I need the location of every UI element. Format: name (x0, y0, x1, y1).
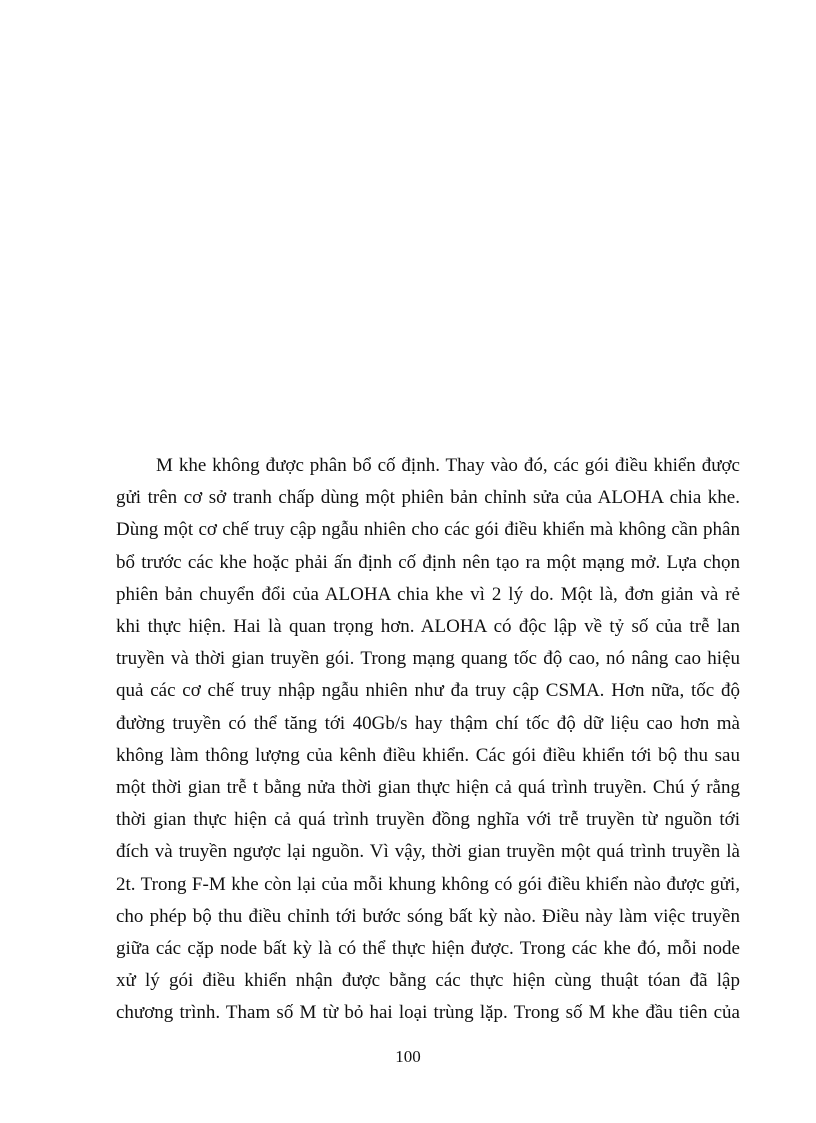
text-line: một thời gian trễ t bằng nửa thời gian thực hiện cả quá trình truyền. Chú ý rằng (116, 777, 740, 799)
text-line: Dùng một cơ chế truy cập ngẫu nhiên cho các gói điều khiển mà không cần phân (116, 519, 740, 541)
text-line: 2t. Trong F-M khe còn lại của mỗi khung không có gói điều khiển nào được gửi, (116, 873, 740, 895)
text-line: không làm thông lượng của kênh điều khiển. Các gói điều khiển tới bộ thu sau (116, 744, 740, 766)
text-line: xử lý gói điều khiển nhận được bằng các thực hiện cùng thuật tóan đã lập (116, 970, 740, 992)
page-number: 100 (395, 1047, 421, 1066)
text-line: cho phép bộ thu điều chỉnh tới bước sóng bất kỳ nào. Điều này làm việc truyền (116, 905, 740, 927)
text-line: đường truyền có thể tăng tới 40Gb/s hay thậm chí tốc độ dữ liệu cao hơn mà (116, 712, 740, 734)
text-line: phiên bản chuyển đổi của ALOHA chia khe vì 2 lý do. Một là, đơn giản và rẻ (116, 583, 740, 605)
text-line: M khe không được phân bổ cố định. Thay vào đó, các gói điều khiển được (156, 455, 740, 476)
text-line: thời gian thực hiện cả quá trình truyền đồng nghĩa với trễ truyền từ nguồn tới (116, 809, 740, 831)
text-line: quả các cơ chế truy nhập ngẫu nhiên như đa truy cập CSMA. Hơn nữa, tốc độ (116, 680, 740, 702)
text-line: khi thực hiện. Hai là quan trọng hơn. ALOHA có độc lập về tỷ số của trễ lan (116, 616, 740, 638)
text-line: bổ trước các khe hoặc phải ấn định cố định nên tạo ra một mạng mở. Lựa chọn (116, 551, 740, 573)
text-line: đích và truyền ngược lại nguồn. Vì vậy, thời gian truyền một quá trình truyền là (116, 841, 740, 863)
text-line: chương trình. Tham số M từ bỏ hai loại trùng lặp. Trong số M khe đầu tiên của (116, 1002, 740, 1024)
body-paragraph (116, 450, 740, 1030)
text-line: giữa các cặp node bất kỳ là có thể thực hiện được. Trong các khe đó, mỗi node (116, 938, 740, 960)
text-line: truyền và thời gian truyền gói. Trong mạng quang tốc độ cao, nó nâng cao hiệu (116, 648, 740, 670)
text-line: gửi trên cơ sở tranh chấp dùng một phiên bản chỉnh sửa của ALOHA chia khe. (116, 487, 740, 509)
